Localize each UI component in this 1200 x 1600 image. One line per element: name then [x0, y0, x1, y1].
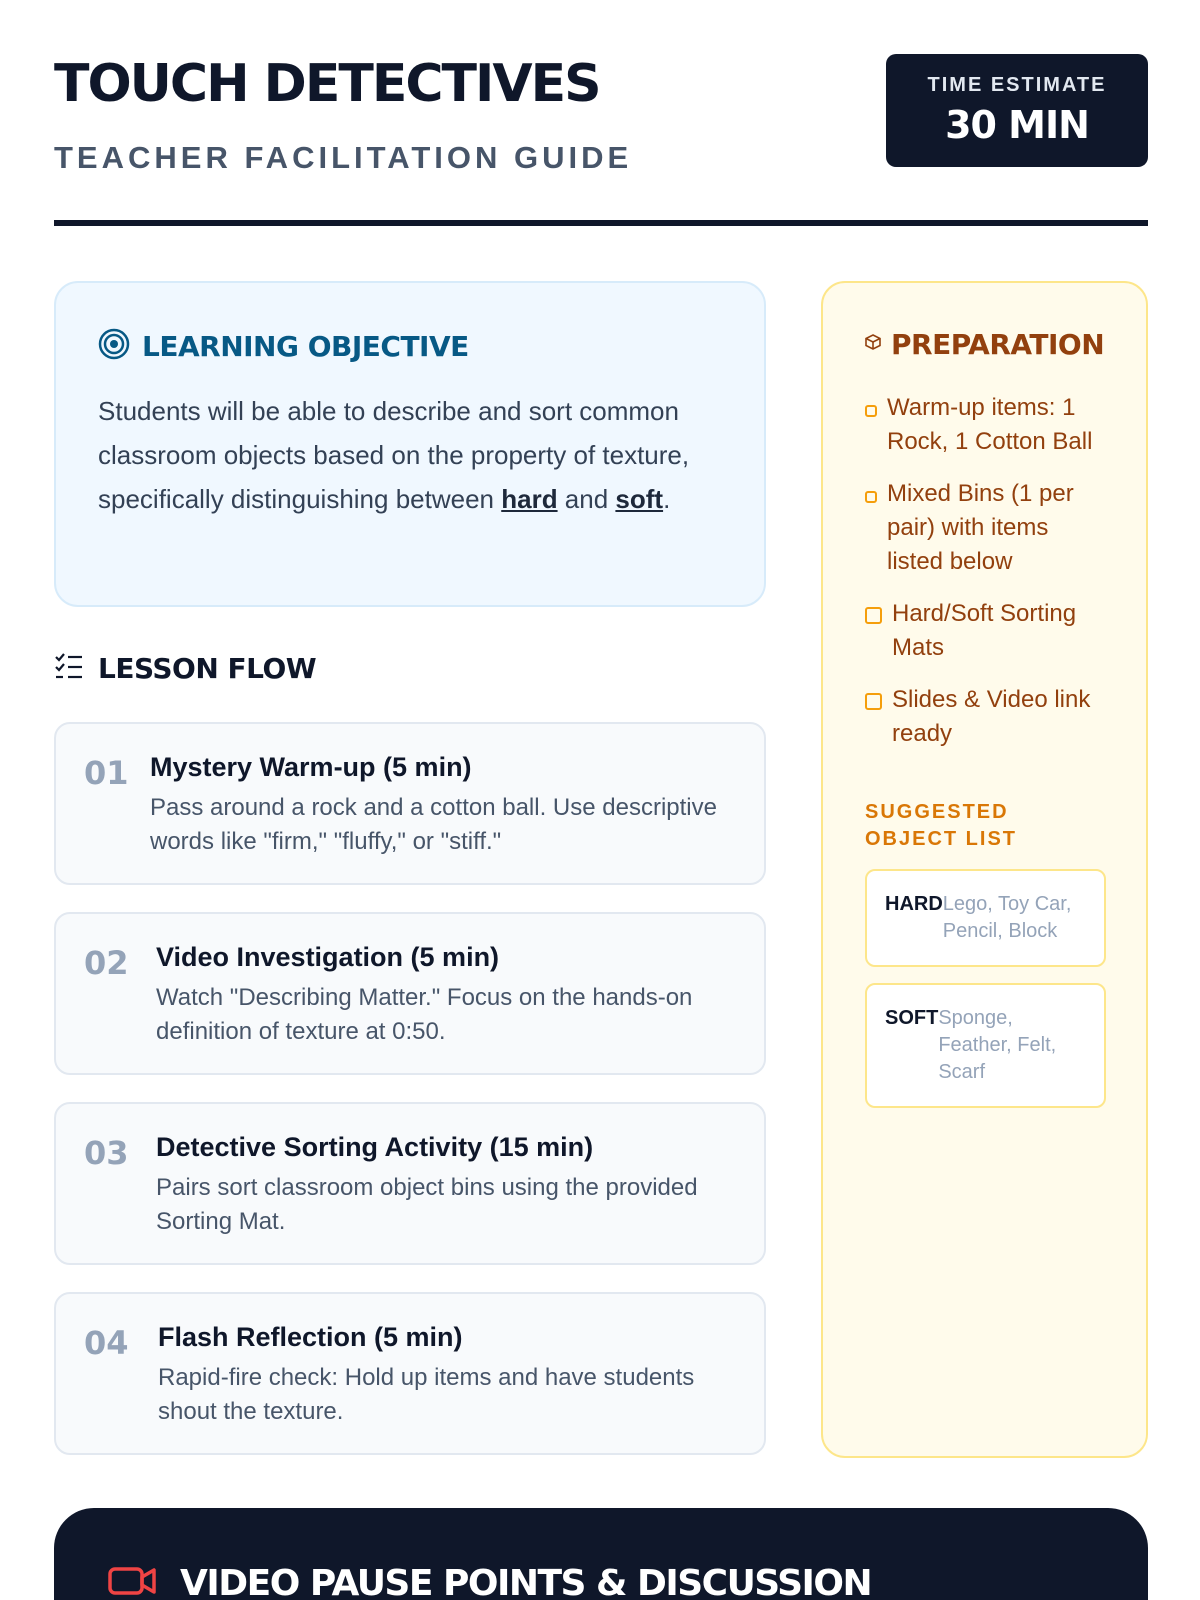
- step-number: 02: [84, 944, 129, 982]
- checklist-item: [865, 477, 1106, 579]
- preparation-header: [865, 328, 1106, 361]
- lesson-step-card: [54, 1292, 766, 1455]
- step-description: Watch "Describing Matter." Focus on the hands-on definition of texture at 0:50.: [156, 984, 693, 1045]
- time-estimate-label: TIME ESTIMATE: [927, 74, 1107, 96]
- soft-objects-card: [865, 983, 1106, 1108]
- step-description: Pairs sort classroom object bins using the provided Sorting Mat.: [156, 1174, 698, 1235]
- objective-word-soft: soft: [615, 484, 664, 514]
- checkbox[interactable]: [865, 405, 877, 417]
- learning-objective-header: [98, 328, 722, 365]
- checkbox[interactable]: [865, 491, 877, 503]
- learning-objective-title: LEARNING OBJECTIVE: [142, 330, 469, 363]
- video-camera-icon: [108, 1565, 158, 1600]
- step-number: 03: [84, 1134, 129, 1172]
- objective-text-after: .: [663, 484, 671, 514]
- checklist-item-label: Slides & Video link ready: [892, 686, 1091, 747]
- checkbox[interactable]: [865, 693, 882, 710]
- video-section-title: VIDEO PAUSE POINTS & DISCUSSION: [180, 1563, 872, 1600]
- hard-items: Lego, Toy Car, Pencil, Block: [942, 893, 1072, 942]
- checklist-item-label: Hard/Soft Sorting Mats: [892, 600, 1077, 661]
- suggested-object-list-label: SUGGESTED OBJECT LIST: [865, 801, 1018, 850]
- step-description: Pass around a rock and a cotton ball. Use descriptive words like "firm," "fluffy," or "stiff.": [150, 794, 717, 855]
- header: [54, 54, 1148, 226]
- lesson-step-card: [54, 722, 766, 885]
- step-title: Mystery Warm-up (5 min): [150, 752, 472, 782]
- box-icon: [865, 334, 881, 355]
- hard-label: HARD: [885, 893, 943, 915]
- soft-items: Sponge, Feather, Felt, Scarf: [938, 1007, 1057, 1083]
- step-number: 04: [84, 1324, 129, 1362]
- soft-label: SOFT: [885, 1007, 939, 1029]
- objective-word-hard: hard: [501, 484, 558, 514]
- checklist-icon: [54, 652, 84, 685]
- step-title: Video Investigation (5 min): [156, 942, 500, 972]
- page-subtitle: TEACHER FACILITATION GUIDE: [54, 140, 633, 175]
- lesson-flow-title: LESSON FLOW: [98, 652, 317, 685]
- preparation-panel: [821, 281, 1148, 1458]
- checklist-item-label: Mixed Bins (1 per pair) with items listed below: [887, 480, 1074, 575]
- video-section-header: [108, 1563, 871, 1600]
- checkbox[interactable]: [865, 607, 882, 624]
- preparation-checklist: [865, 391, 1106, 751]
- learning-objective-card: [54, 281, 766, 607]
- time-estimate-badge: [886, 54, 1148, 167]
- target-icon: [98, 328, 130, 365]
- checklist-item: [865, 391, 1106, 459]
- page-title: TOUCH DETECTIVES: [54, 54, 600, 114]
- step-number: 01: [84, 754, 129, 792]
- checklist-item-label: Warm-up items: 1 Rock, 1 Cotton Ball: [887, 394, 1093, 455]
- step-title: Flash Reflection (5 min): [158, 1322, 463, 1352]
- objective-text-and: and: [557, 484, 616, 514]
- hard-objects-card: [865, 869, 1106, 967]
- step-description: Rapid-fire check: Hold up items and have students shout the texture.: [158, 1364, 695, 1425]
- preparation-title: PREPARATION: [891, 328, 1105, 361]
- time-estimate-value: 30 MIN: [945, 103, 1089, 147]
- video-pause-points-section: [54, 1508, 1148, 1600]
- checklist-item: [865, 683, 1106, 751]
- lesson-step-card: [54, 912, 766, 1075]
- objective-text-before: Students will be able to describe and sort common classroom objects based on the property of texture, specifically distinguishing between: [98, 396, 690, 514]
- step-title: Detective Sorting Activity (15 min): [156, 1132, 594, 1162]
- lesson-flow-header: [54, 652, 316, 685]
- learning-objective-text: [98, 389, 722, 521]
- lesson-step-card: [54, 1102, 766, 1265]
- checklist-item: [865, 597, 1106, 665]
